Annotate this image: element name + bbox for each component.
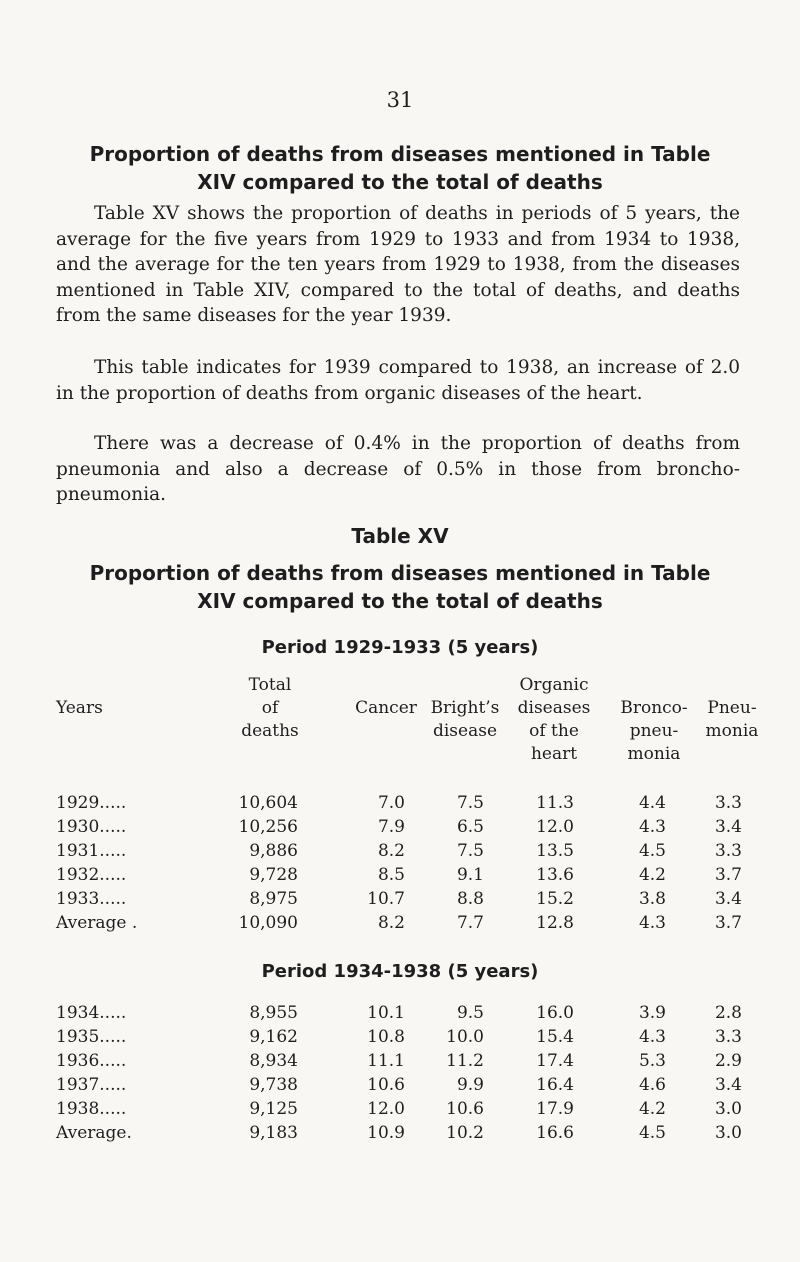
cell-organic: 16.0	[536, 1003, 574, 1023]
cell-total: 9,125	[249, 1099, 298, 1119]
column-header-pneumonia-1: Pneu-	[707, 698, 757, 718]
column-header-bronco-3: monia	[627, 744, 681, 764]
cell-brights: 8.8	[456, 889, 484, 909]
cell-pneumonia: 3.3	[714, 841, 742, 861]
cell-pneumonia: 3.7	[714, 865, 742, 885]
table-title: Table XV	[351, 524, 449, 548]
cell-year: 1937.....	[56, 1075, 127, 1095]
column-header-bronco-2: pneu-	[629, 721, 679, 741]
cell-total: 9,738	[249, 1075, 298, 1095]
cell-brights: 10.6	[446, 1099, 484, 1119]
cell-cancer: 8.2	[377, 913, 405, 933]
cell-total: 10,256	[238, 817, 298, 837]
column-header-total	[236, 674, 304, 743]
cell-bronco: 4.3	[638, 1027, 666, 1047]
cell-year: Average .	[56, 913, 138, 933]
cell-total: 8,975	[249, 889, 298, 909]
cell-cancer: 10.9	[367, 1123, 405, 1143]
cell-brights: 9.5	[456, 1003, 484, 1023]
cell-pneumonia: 3.3	[714, 793, 742, 813]
cell-pneumonia: 3.0	[714, 1123, 742, 1143]
cell-total: 10,604	[238, 793, 298, 813]
column-header-years: Years	[56, 698, 103, 718]
cell-bronco: 3.8	[638, 889, 666, 909]
cell-total: 9,886	[249, 841, 298, 861]
cell-total: 8,934	[249, 1051, 298, 1071]
cell-organic: 17.4	[536, 1051, 574, 1071]
cell-brights: 9.1	[456, 865, 484, 885]
period-2-label: Period 1934-1938 (5 years)	[261, 961, 539, 982]
cell-cancer: 7.0	[377, 793, 405, 813]
cell-organic: 12.8	[536, 913, 574, 933]
cell-bronco: 4.3	[638, 913, 666, 933]
cell-cancer: 7.9	[377, 817, 405, 837]
cell-cancer: 11.1	[367, 1051, 405, 1071]
cell-year: 1933.....	[56, 889, 127, 909]
table-heading-line-2: XIV compared to the total of deaths	[197, 589, 603, 613]
column-header-bronco	[612, 697, 696, 766]
column-header-organic-4: heart	[530, 744, 578, 764]
period-1-row-1	[0, 793, 800, 815]
cell-pneumonia: 3.3	[714, 1027, 742, 1047]
cell-organic: 15.4	[536, 1027, 574, 1047]
cell-year: 1938.....	[56, 1099, 127, 1119]
period-2-row-4	[0, 1075, 800, 1097]
cell-bronco: 4.4	[638, 793, 666, 813]
table-heading	[60, 559, 740, 615]
cell-cancer: 10.7	[367, 889, 405, 909]
cell-year: 1934.....	[56, 1003, 127, 1023]
cell-bronco: 4.2	[638, 1099, 666, 1119]
table-heading-line-1: Proportion of deaths from diseases mentioned in Table	[89, 561, 711, 585]
cell-organic: 15.2	[536, 889, 574, 909]
cell-cancer: 8.2	[377, 841, 405, 861]
cell-organic: 16.4	[536, 1075, 574, 1095]
cell-pneumonia: 3.0	[714, 1099, 742, 1119]
cell-pneumonia: 2.9	[714, 1051, 742, 1071]
column-header-organic-2: diseases	[517, 698, 591, 718]
cell-cancer: 10.1	[367, 1003, 405, 1023]
cell-pneumonia: 2.8	[714, 1003, 742, 1023]
cell-organic: 13.6	[536, 865, 574, 885]
paragraph-1: Table XV shows the proportion of deaths in periods of 5 years, the average for the five years from 1929 to 1933 and from 1934 to 1938, and the average for the ten years from 1929 to 1938, from the diseases mentioned in Table XIV, compared to the total of deaths, and deaths from the same diseases for the year 1939.	[56, 203, 740, 326]
period-2-row-2	[0, 1027, 800, 1049]
period-2-row-3	[0, 1051, 800, 1073]
section-heading-line-1: Proportion of deaths from diseases mentioned in Table	[89, 142, 711, 166]
cell-brights: 10.2	[446, 1123, 484, 1143]
column-header-brights	[420, 697, 510, 743]
cell-brights: 6.5	[456, 817, 484, 837]
cell-bronco: 4.2	[638, 865, 666, 885]
column-header-brights-2: disease	[432, 721, 498, 741]
cell-total: 9,728	[249, 865, 298, 885]
column-header-cancer: Cancer	[355, 698, 417, 718]
period-1-row-3	[0, 841, 800, 863]
period-2-row-1	[0, 1003, 800, 1025]
column-header-organic-1: Organic	[519, 675, 589, 695]
cell-year: 1930.....	[56, 817, 127, 837]
cell-brights: 7.7	[456, 913, 484, 933]
cell-pneumonia: 3.4	[714, 889, 742, 909]
column-header-organic-3: of the	[529, 721, 579, 741]
cell-brights: 9.9	[456, 1075, 484, 1095]
cell-pneumonia: 3.4	[714, 1075, 742, 1095]
cell-total: 9,162	[249, 1027, 298, 1047]
section-heading	[60, 140, 740, 196]
column-header-bronco-1: Bronco-	[620, 698, 688, 718]
paragraph-2: This table indicates for 1939 compared to 1938, an increase of 2.0 in the proportion of deaths from organic diseases of the heart.	[56, 357, 740, 404]
cell-organic: 16.6	[536, 1123, 574, 1143]
column-header-pneumonia-2: monia	[705, 721, 759, 741]
cell-year: 1935.....	[56, 1027, 127, 1047]
cell-bronco: 4.5	[638, 841, 666, 861]
paragraph-3: There was a decrease of 0.4% in the proportion of deaths from pneumonia and also a decrease of 0.5% in those from broncho-pneumonia.	[56, 433, 740, 505]
cell-bronco: 4.6	[638, 1075, 666, 1095]
cell-bronco: 3.9	[638, 1003, 666, 1023]
cell-organic: 17.9	[536, 1099, 574, 1119]
column-header-organic	[510, 674, 598, 766]
cell-organic: 12.0	[536, 817, 574, 837]
period-2-row-average	[0, 1123, 800, 1145]
period-1-row-average	[0, 913, 800, 935]
cell-total: 8,955	[249, 1003, 298, 1023]
cell-cancer: 10.8	[367, 1027, 405, 1047]
cell-organic: 11.3	[536, 793, 574, 813]
column-header-total-1: Total	[248, 675, 292, 695]
cell-brights: 7.5	[456, 793, 484, 813]
period-2-row-5	[0, 1099, 800, 1121]
page-number: 31	[386, 88, 414, 112]
cell-pneumonia: 3.7	[714, 913, 742, 933]
section-heading-line-2: XIV compared to the total of deaths	[197, 170, 603, 194]
cell-cancer: 12.0	[367, 1099, 405, 1119]
period-1-row-5	[0, 889, 800, 911]
cell-year: 1931.....	[56, 841, 127, 861]
cell-bronco: 5.3	[638, 1051, 666, 1071]
period-1-row-4	[0, 865, 800, 887]
cell-organic: 13.5	[536, 841, 574, 861]
cell-year: 1932.....	[56, 865, 127, 885]
column-header-pneumonia	[696, 697, 768, 743]
column-header-total-2: of	[261, 698, 279, 718]
cell-year: 1936.....	[56, 1051, 127, 1071]
column-header-total-3: deaths	[241, 721, 299, 741]
cell-brights: 7.5	[456, 841, 484, 861]
cell-brights: 11.2	[446, 1051, 484, 1071]
cell-total: 9,183	[249, 1123, 298, 1143]
cell-year: 1929.....	[56, 793, 127, 813]
cell-cancer: 10.6	[367, 1075, 405, 1095]
cell-bronco: 4.5	[638, 1123, 666, 1143]
cell-brights: 10.0	[446, 1027, 484, 1047]
cell-year: Average.	[56, 1123, 132, 1143]
cell-pneumonia: 3.4	[714, 817, 742, 837]
cell-total: 10,090	[238, 913, 298, 933]
period-1-row-2	[0, 817, 800, 839]
cell-bronco: 4.3	[638, 817, 666, 837]
column-header-brights-1: Bright’s	[430, 698, 500, 718]
period-1-label: Period 1929-1933 (5 years)	[261, 637, 539, 658]
cell-cancer: 8.5	[377, 865, 405, 885]
